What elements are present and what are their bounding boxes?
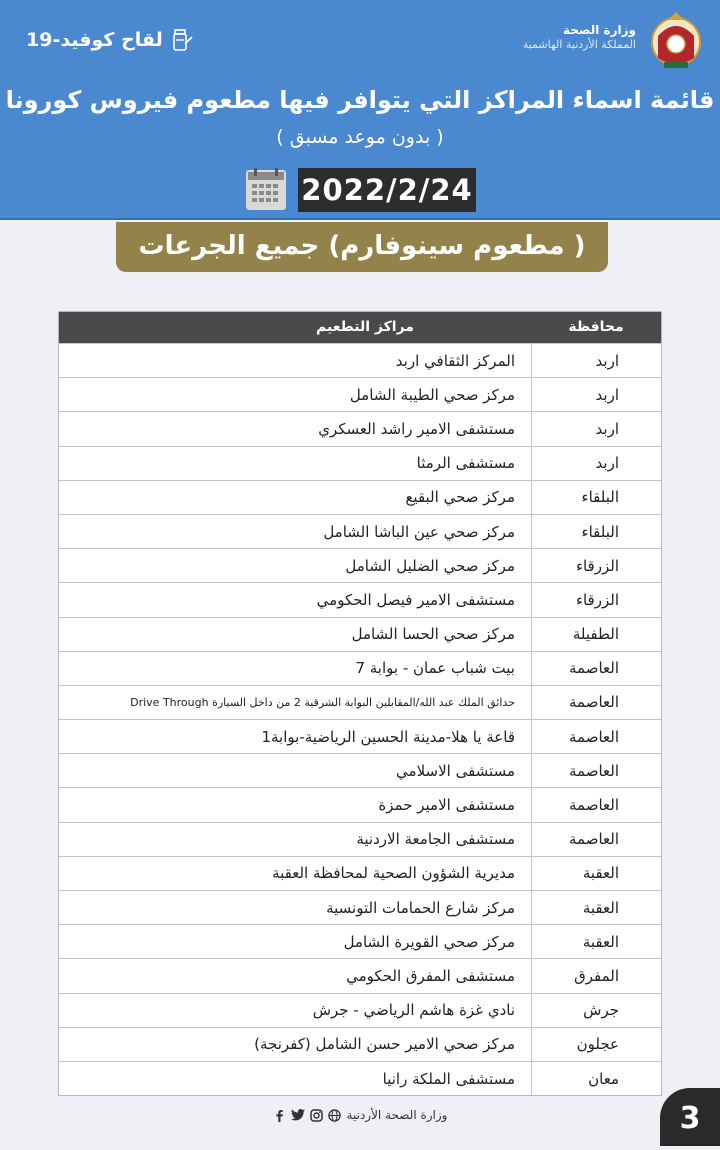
center-cell: مديرية الشؤون الصحية لمحافظة العقبة [272,864,515,883]
instagram-icon[interactable] [310,1109,323,1122]
center-cell: مركز صحي الامير حسن الشامل (كفرنجة) [254,1035,515,1054]
center-cell: مركز شارع الحمامات التونسية [326,898,515,917]
vaccine-vial-icon [171,28,193,52]
governorate-cell: العاصمة [531,720,661,753]
center-cell: مركز صحي الطيبة الشامل [349,385,515,404]
center-cell: مستشفى الملكة رانيا [382,1069,515,1088]
table-row [59,480,661,514]
center-cell: مركز صحي القويرة الشامل [343,932,515,951]
governorate-cell: اربد [531,412,661,445]
table-header [59,312,661,343]
governorate-cell: اربد [531,447,661,480]
page-subtitle: ( بدون موعد مسبق ) [276,126,444,148]
vaccine-label [26,28,193,52]
center-cell: بيت شباب عمان - بوابة 7 [355,659,515,678]
table-row [59,958,661,992]
vaccination-centers-table [58,311,662,1096]
ministry-name: وزارة الصحة [562,23,636,37]
table-row [59,1027,661,1061]
governorate-cell: معان [531,1062,661,1095]
table-row [59,617,661,651]
governorate-cell: البلقاء [531,481,661,514]
table-body [59,343,661,1095]
table-row [59,548,661,582]
table-row [59,651,661,685]
governorate-cell: العاصمة [531,652,661,685]
governorate-cell: العقبة [531,891,661,924]
ministry-site-label: وزارة الصحة الأردنية [346,1108,448,1122]
governorate-cell: العاصمة [531,823,661,856]
center-cell: مستشفى الامير راشد العسكري [318,419,515,438]
calendar-icon [244,168,288,212]
globe-icon[interactable] [328,1109,341,1122]
center-cell: مستشفى الامير حمزة [378,796,515,815]
table-row [59,582,661,616]
table-row [59,787,661,821]
footer [0,1100,720,1130]
governorate-cell: عجلون [531,1028,661,1061]
governorate-cell: العقبة [531,857,661,890]
table-row [59,856,661,890]
governorate-cell: المفرق [531,959,661,992]
kingdom-name: المملكة الأردنية الهاشمية [522,38,636,51]
col-governorate-header: محافظة [568,319,624,335]
table-row [59,446,661,480]
social-icons [273,1109,341,1122]
center-cell: مستشفى المفرق الحكومي [346,966,515,985]
table-row [59,411,661,445]
table-row [59,343,661,377]
table-row [59,377,661,411]
col-centers-header: مراكز التطعيم [316,319,414,335]
table-row [59,753,661,787]
governorate-cell: العاصمة [531,788,661,821]
table-row [59,1061,661,1095]
governorate-cell: الزرقاء [531,549,661,582]
table-row [59,890,661,924]
ministry-block [523,22,636,52]
table-row [59,685,661,719]
center-cell: مركز صحي الحسا الشامل [351,625,515,644]
table-row [59,822,661,856]
table-row [59,514,661,548]
date-badge: 2022/2/24 [298,168,476,212]
page-title: قائمة اسماء المراكز التي يتوافر فيها مطعوم فيروس كورونا [5,86,715,114]
facebook-icon[interactable] [273,1109,286,1122]
governorate-cell: اربد [531,344,661,377]
center-cell: مركز صحي البقيع [405,488,515,507]
center-cell: مركز صحي عين الباشا الشامل [323,522,515,541]
center-cell: مستشفى الامير فيصل الحكومي [316,590,515,609]
center-cell: نادي غزة هاشم الرياضي - جرش [312,1001,515,1020]
center-cell: حدائق الملك عبد الله/المقابلين البوابة الشرقية 2 من داخل السيارة Drive Through [130,695,515,709]
center-cell: مستشفى الرمثا [416,454,515,473]
center-cell: مركز صحي الضليل الشامل [345,556,515,575]
governorate-cell: العقبة [531,925,661,958]
table-row [59,993,661,1027]
governorate-cell: اربد [531,378,661,411]
center-cell: قاعة يا هلا-مدينة الحسين الرياضية-بوابة1 [261,727,515,746]
page-number: 3 [660,1088,720,1146]
center-cell: مستشفى الاسلامي [396,761,515,780]
governorate-cell: العاصمة [531,686,661,719]
governorate-cell: الزرقاء [531,583,661,616]
center-cell: مستشفى الجامعة الاردنية [356,830,515,849]
twitter-icon[interactable] [291,1109,305,1121]
vaccine-label-text: لقاح كوفيد-19 [26,29,163,51]
governorate-cell: جرش [531,994,661,1027]
jordan-emblem-icon [646,8,706,74]
governorate-cell: العاصمة [531,754,661,787]
center-cell: المركز الثقافي اربد [395,351,515,370]
governorate-cell: البلقاء [531,515,661,548]
table-row [59,924,661,958]
governorate-cell: الطفيلة [531,618,661,651]
table-row [59,719,661,753]
vaccine-type-banner: ( مطعوم سينوفارم) جميع الجرعات [116,222,608,272]
header [0,0,720,220]
